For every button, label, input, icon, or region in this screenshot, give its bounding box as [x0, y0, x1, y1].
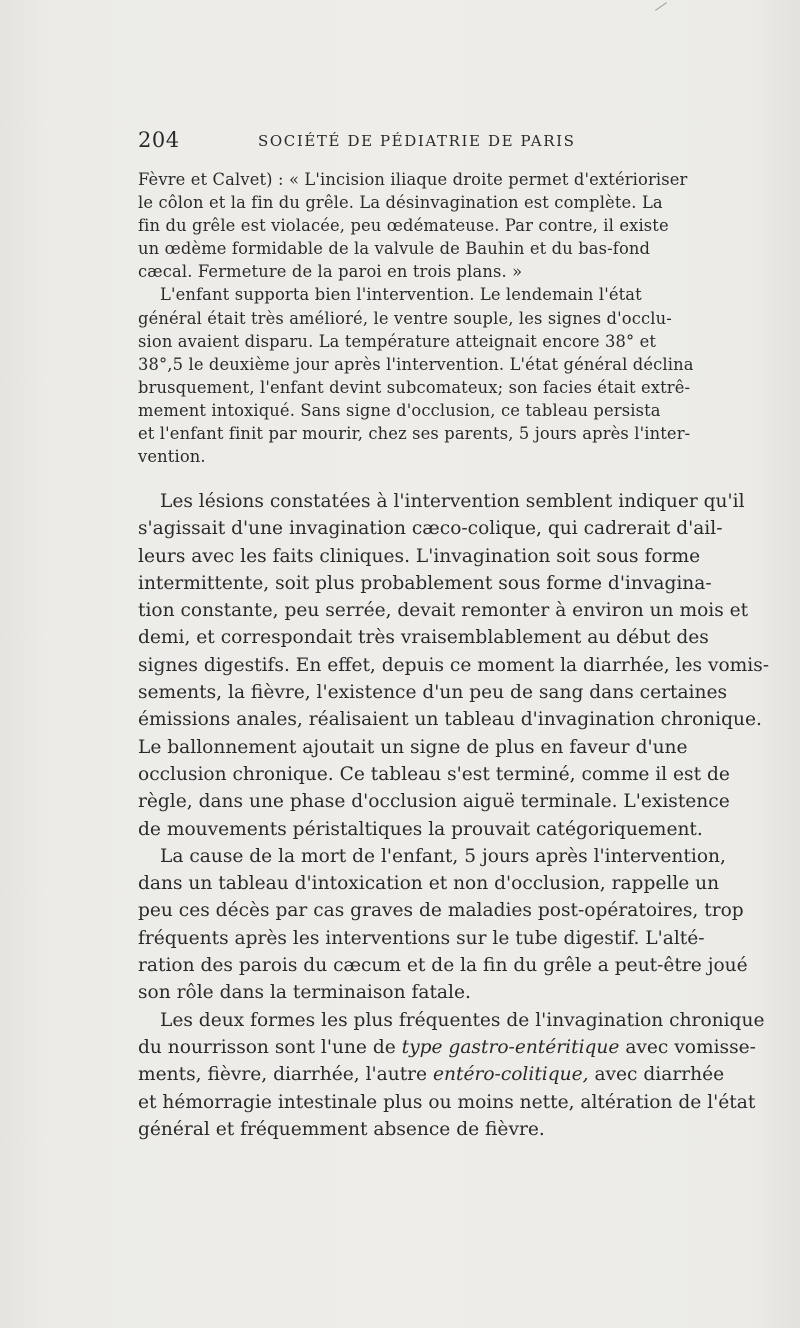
- text-line: vention.: [138, 447, 206, 467]
- text-line: fréquents après les interventions sur le tube digestif. L'alté-: [138, 927, 705, 949]
- text-line: brusquement, l'enfant devint subcomateux; son facies était extrê-: [138, 377, 691, 397]
- paragraph-1: [138, 488, 770, 843]
- text-line: demi, et correspondait très vraisemblablement au début des: [138, 627, 709, 649]
- text-line: fin du grêle est violacée, peu œdémateuse. Par contre, il existe: [138, 216, 669, 236]
- paragraph-3: [138, 1007, 765, 1143]
- text-line: s'agissait d'une invagination cæco-colique, qui cadrerait d'ail-: [138, 518, 723, 540]
- text-run: ments, fièvre, diarrhée, l'autre: [138, 1064, 428, 1086]
- text-line: intermittente, soit plus probablement sous forme d'invagina-: [138, 572, 712, 594]
- text-line: sion avaient disparu. La température atteignait encore 38° et: [138, 331, 657, 351]
- text-line: 38°,5 le deuxième jour après l'intervention. L'état général déclina: [138, 354, 694, 374]
- text-line: général était très amélioré, le ventre souple, les signes d'occlu-: [138, 308, 672, 328]
- quoted-report-block: [138, 168, 694, 468]
- text-line: Les deux formes les plus fréquentes de l'invagination chronique: [160, 1009, 765, 1031]
- text-line: occlusion chronique. Ce tableau s'est terminé, comme il est de: [138, 763, 730, 785]
- text-line: [138, 1061, 725, 1088]
- body-text: [138, 488, 770, 1143]
- page-header: [138, 128, 638, 158]
- scan-mark: [655, 2, 667, 11]
- text-line: son rôle dans la terminaison fatale.: [138, 982, 471, 1004]
- text-line: dans un tableau d'intoxication et non d'occlusion, rappelle un: [138, 873, 720, 895]
- text-line: L'enfant supporta bien l'intervention. Le lendemain l'état: [160, 285, 642, 305]
- text-line: Le ballonnement ajoutait un signe de plus en faveur d'une: [138, 736, 688, 758]
- text-line: et hémorragie intestinale plus ou moins nette, altération de l'état: [138, 1091, 756, 1113]
- text-line: mement intoxiqué. Sans signe d'occlusion, ce tableau persista: [138, 400, 661, 420]
- italic-term: entéro-colitique,: [433, 1064, 589, 1086]
- text-line: règle, dans une phase d'occlusion aiguë terminale. L'existence: [138, 791, 730, 813]
- text-line: La cause de la mort de l'enfant, 5 jours après l'intervention,: [160, 845, 726, 867]
- text-line: sements, la fièvre, l'existence d'un peu de sang dans certaines: [138, 682, 728, 704]
- text-line: général et fréquemment absence de fièvre.: [138, 1118, 545, 1140]
- text-line: un œdème formidable de la valvule de Bauhin et du bas-fond: [138, 239, 651, 259]
- text-line: et l'enfant finit par mourir, chez ses parents, 5 jours après l'inter-: [138, 424, 691, 444]
- text-line: de mouvements péristaltiques la prouvait catégoriquement.: [138, 818, 703, 840]
- paragraph-2: [138, 843, 748, 1007]
- text-run: du nourrisson sont l'une de: [138, 1036, 402, 1058]
- text-line: [138, 1034, 756, 1061]
- text-line: signes digestifs. En effet, depuis ce moment la diarrhée, les vomis-: [138, 654, 770, 676]
- text-line: leurs avec les faits cliniques. L'invagination soit sous forme: [138, 545, 701, 567]
- text-run: avec diarrhée: [594, 1064, 725, 1086]
- page-number: 204: [138, 128, 180, 152]
- running-title: SOCIÉTÉ DE PÉDIATRIE DE PARIS: [258, 132, 576, 150]
- text-line: ration des parois du cæcum et de la fin du grêle a peut-être joué: [138, 955, 748, 977]
- text-line: le côlon et la fin du grêle. La désinvagination est complète. La: [138, 193, 663, 213]
- text-line: peu ces décès par cas graves de maladies post-opératoires, trop: [138, 900, 744, 922]
- text-line: tion constante, peu serrée, devait remonter à environ un mois et: [138, 600, 749, 622]
- text-line: Les lésions constatées à l'intervention semblent indiquer qu'il: [160, 491, 745, 512]
- text-line: cæcal. Fermeture de la paroi en trois plans. »: [138, 262, 523, 282]
- text-line: Fèvre et Calvet) : « L'incision iliaque droite permet d'extérioriser: [138, 170, 688, 189]
- text-run: avec vomisse-: [619, 1036, 756, 1058]
- text-line: émissions anales, réalisaient un tableau d'invagination chronique.: [138, 709, 762, 731]
- italic-term: type gastro-entéritique: [401, 1036, 620, 1058]
